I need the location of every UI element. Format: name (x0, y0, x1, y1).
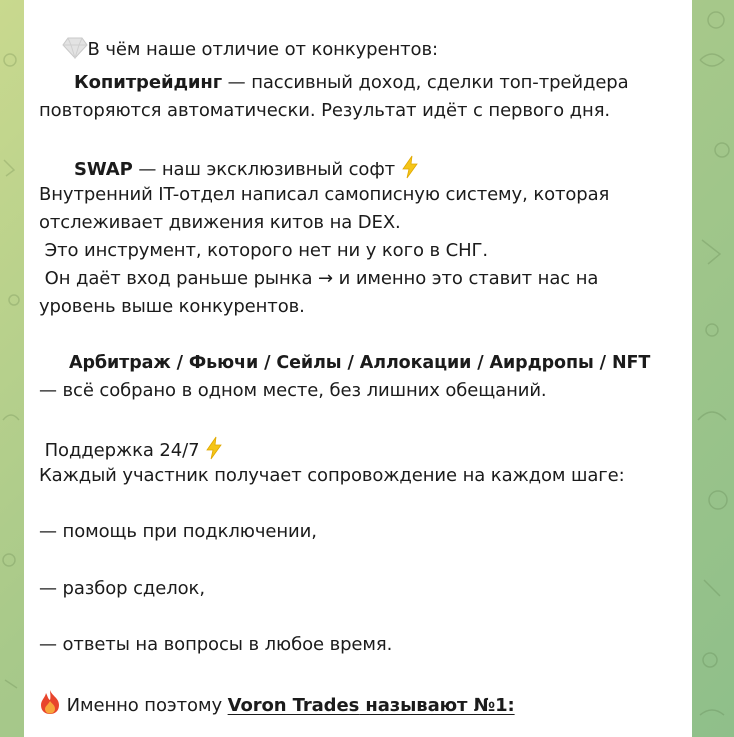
swap-line-3: Это инструмент, которого нет ни у кого в СНГ. (39, 240, 489, 261)
footer-line (39, 689, 515, 718)
products-title: Арбитраж / Фьючи / Сейлы / Аллокации / Аирдропы / NFT (69, 353, 651, 373)
swap-title-line (74, 155, 419, 182)
chat-wallpaper-right (692, 0, 734, 737)
fire-icon (39, 689, 61, 715)
support-title-line (39, 436, 223, 463)
swap-line-4: Он даёт вход раньше рынка → и именно это ставит нас на (39, 268, 599, 289)
support-title: Поддержка 24/7 (39, 440, 206, 461)
support-desc: Каждый участник получает сопровождение на каждом шаге: (39, 465, 625, 486)
swap-line-1: Внутренний IT-отдел написал самописную систему, которая (39, 184, 610, 205)
intro-text: В чём наше отличие от конкурентов: (87, 39, 438, 60)
products-desc: — всё собрано в одном месте, без лишних обещаний. (39, 380, 547, 401)
lightning-icon (401, 155, 419, 179)
chat-wallpaper-left (0, 0, 24, 737)
footer-text-before: Именно поэтому (61, 695, 228, 716)
copytrading-title: Копитрейдинг (74, 72, 223, 93)
gem-icon (62, 37, 88, 59)
lightning-icon (205, 436, 223, 460)
support-item-3: — ответы на вопросы в любое время. (39, 634, 393, 655)
brand-link[interactable]: Voron Trades (227, 695, 360, 716)
support-item-1: — помощь при подключении, (39, 521, 317, 542)
support-item-2: — разбор сделок, (39, 578, 205, 599)
swap-line-2: отслеживает движения китов на DEX. (39, 212, 401, 233)
copytrading-desc: — пассивный доход, сделки топ-трейдера (222, 72, 629, 93)
copytrading-desc-line2: повторяются автоматически. Результат идёт с первого дня. (39, 100, 611, 121)
swap-line-5: уровень выше конкурентов. (39, 296, 305, 317)
message-bubble (24, 0, 692, 737)
swap-title: SWAP (74, 159, 133, 180)
swap-title-rest: — наш эксклюзивный софт (132, 159, 401, 180)
footer-text-after: называют №1: (359, 695, 515, 716)
copytrading-line (74, 71, 629, 95)
